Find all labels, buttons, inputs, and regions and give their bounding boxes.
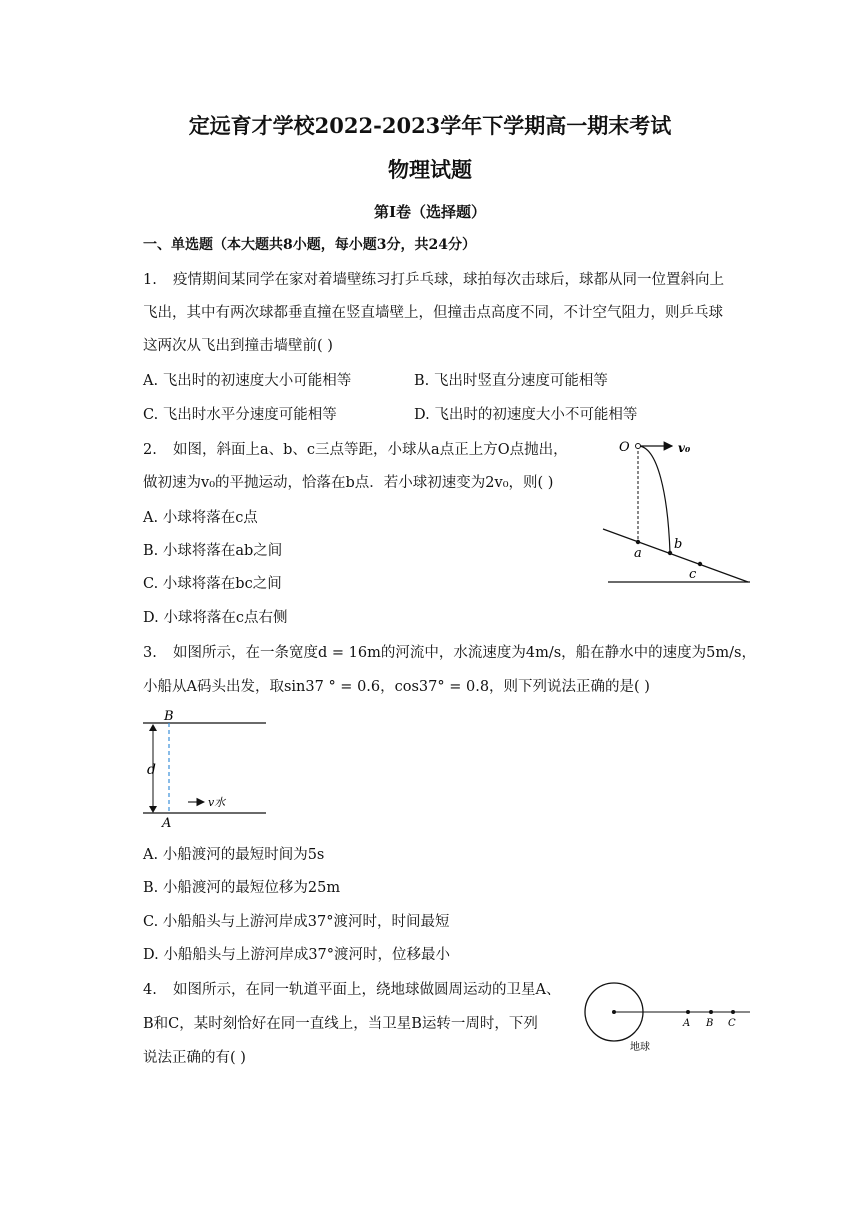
exam-title: 定远育才学校2022-2023学年下学期高一期末考试	[188, 113, 672, 138]
label-b: B	[706, 1018, 714, 1029]
q1-option-c: C. 飞出时水平分速度可能相等	[143, 407, 337, 423]
label-b: b	[674, 537, 683, 552]
width-arrow-up	[149, 724, 157, 731]
point-c	[698, 562, 702, 566]
q4-stem-line-2: B和C，某时刻恰好在同一直线上，当卫星B运转一周时，下列	[143, 1016, 538, 1032]
q1-option-d: D. 飞出时的初速度大小不可能相等	[414, 407, 638, 423]
label-b: B	[164, 709, 174, 724]
q1-stem-line-3: 这两次从飞出到撞击墙壁前( )	[143, 338, 333, 354]
label-a: A	[162, 816, 172, 830]
label-earth: 地球	[630, 1042, 650, 1053]
label-a: A	[683, 1018, 691, 1029]
q2-option-a: A. 小球将落在c点	[143, 510, 258, 526]
q3-option-a: A. 小船渡河的最短时间为5s	[143, 847, 325, 863]
point-a	[636, 540, 640, 544]
q4-stem-line-3: 说法正确的有( )	[143, 1050, 246, 1066]
q2-option-b: B. 小球将落在ab之间	[143, 543, 283, 559]
q2-figure-projectile-incline	[598, 436, 758, 586]
q2-option-c: C. 小球将落在bc之间	[143, 576, 282, 592]
subject-title: 物理试题	[388, 157, 472, 182]
label-o: O	[619, 440, 630, 455]
point-o	[636, 444, 641, 449]
q1-stem-line-2: 飞出，其中有两次球都垂直撞在竖直墙壁上，但撞击点高度不同，不计空气阻力，则乒乓球	[143, 305, 723, 321]
q1-number: 1.	[143, 272, 157, 288]
point-b	[668, 551, 672, 555]
q3-stem-line-2: 小船从A码头出发，取sin37 ° = 0.6，cos37° = 0.8，则下列说法正确的是( )	[143, 679, 650, 695]
q3-option-d: D. 小船船头与上游河岸成37°渡河时，位移最小	[143, 947, 451, 963]
q3-figure-river	[140, 706, 272, 830]
satellite-c	[731, 1010, 735, 1014]
label-v-water: v水	[208, 796, 226, 809]
q3-number: 3.	[143, 645, 157, 661]
section-title: 一、单选题（本大题共8小题，每小题3分，共24分）	[143, 237, 476, 253]
earth-center	[612, 1010, 616, 1014]
q3-stem-line-1: 如图所示，在一条宽度d = 16m的河流中，水流速度为4m/s，船在静水中的速度为5m/s，	[173, 645, 756, 661]
q4-number: 4.	[143, 982, 157, 998]
satellite-a	[686, 1010, 690, 1014]
label-a: a	[634, 546, 642, 561]
q1-option-b: B. 飞出时竖直分速度可能相等	[414, 373, 608, 389]
q2-option-d: D. 小球将落在c点右侧	[143, 610, 288, 626]
label-c: c	[689, 567, 697, 582]
label-v0: v₀	[678, 441, 691, 455]
trajectory-curve	[638, 446, 670, 553]
q1-option-a: A. 飞出时的初速度大小可能相等	[143, 373, 352, 389]
q3-option-c: C. 小船船头与上游河岸成37°渡河时，时间最短	[143, 914, 450, 930]
label-c: C	[728, 1018, 736, 1029]
q2-number: 2.	[143, 442, 157, 458]
label-d: d	[147, 762, 156, 778]
q2-stem-line-2: 做初速为v₀的平抛运动，恰落在b点．若小球初速变为2v₀，则( )	[143, 475, 554, 491]
volume-title: 第Ⅰ卷（选择题）	[373, 203, 487, 221]
q3-option-b: B. 小船渡河的最短位移为25m	[143, 880, 341, 896]
q1-stem-line-1: 疫情期间某同学在家对着墙壁练习打乒乓球，球拍每次击球后，球都从同一位置斜向上	[173, 272, 724, 288]
q4-figure-satellites	[580, 978, 755, 1058]
width-arrow-down	[149, 806, 157, 813]
q4-stem-line-1: 如图所示，在同一轨道平面上，绕地球做圆周运动的卫星A、	[173, 982, 561, 998]
q2-stem-line-1: 如图，斜面上a、b、c三点等距，小球从a点正上方O点抛出，	[173, 442, 568, 458]
satellite-b	[709, 1010, 713, 1014]
